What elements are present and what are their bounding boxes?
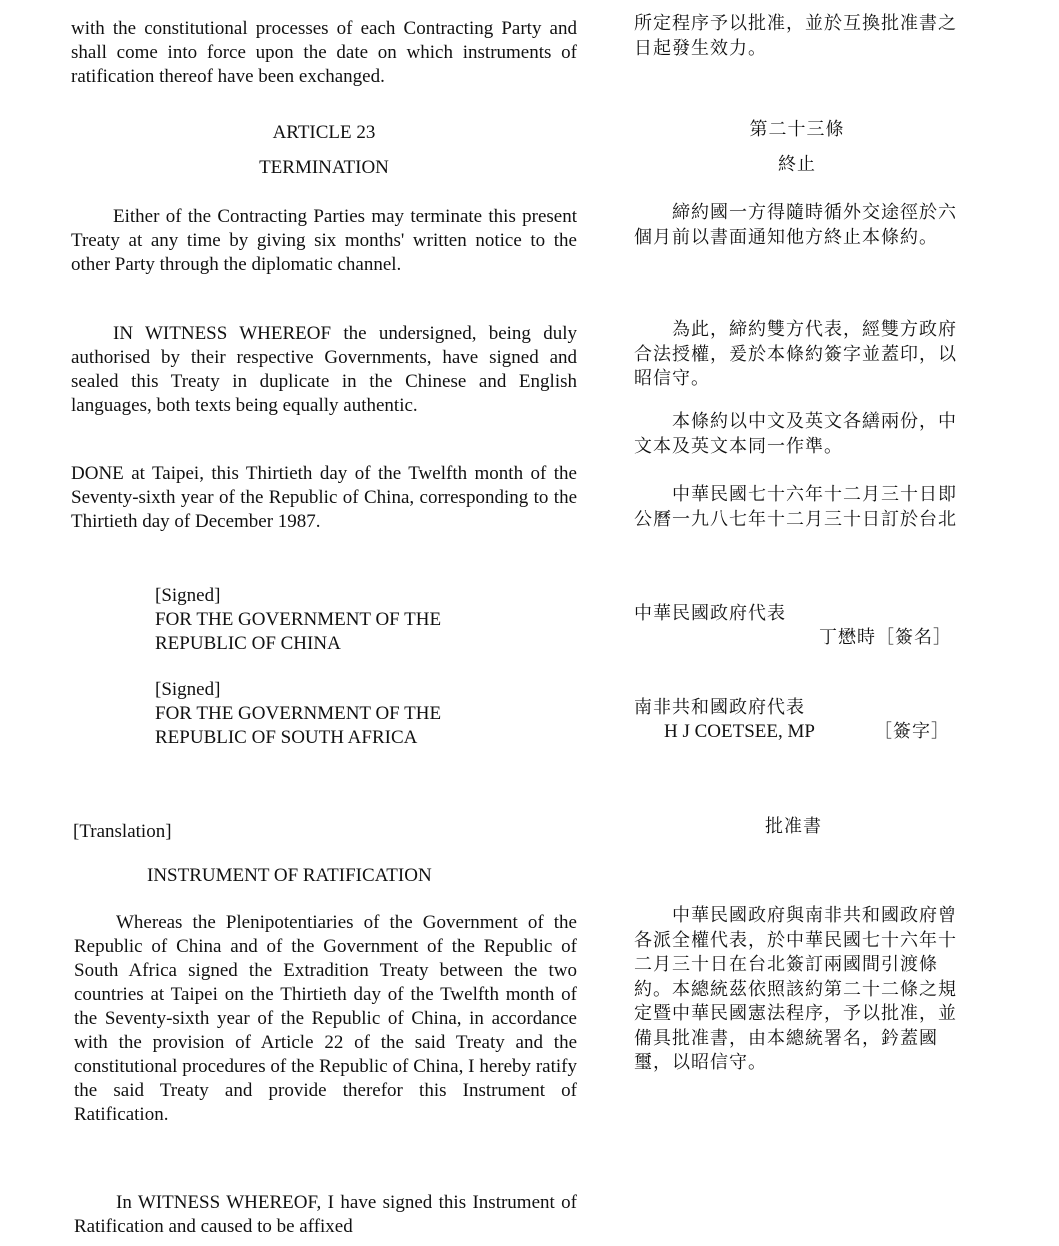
zh-paragraph-top: 所定程序予以批准，並於互換批准書之日起發生效力。 xyxy=(634,13,957,59)
en-paragraph-witness: IN WITNESS WHEREOF the undersigned, being duly authorised by their respective Governments, have signed and sealed this Treaty in duplicate in the Chinese and English languages, both texts being equally authentic. xyxy=(71,323,577,416)
en-signature-roc xyxy=(155,584,441,656)
en-sig2-line2: REPUBLIC OF SOUTH AFRICA xyxy=(155,727,418,748)
en-sig2-signed: [Signed] xyxy=(155,679,221,700)
zh-article-title: 終止 xyxy=(778,154,816,175)
en-paragraph-termination: Either of the Contracting Parties may terminate this present Treaty at any time by giving six months' written notice to the other Party through the diplomatic channel. xyxy=(71,206,577,275)
zh-paragraph-copies: 本條約以中文及英文各繕兩份，中文本及英文本同一作準。 xyxy=(634,411,957,457)
zh-article-number: 第二十三條 xyxy=(749,119,845,140)
en-sig1-line2: REPUBLIC OF CHINA xyxy=(155,633,341,654)
en-article-title: TERMINATION xyxy=(259,157,389,178)
zh-sig1-label: 中華民國政府代表 xyxy=(634,603,786,624)
zh-instrument-title: 批准書 xyxy=(765,816,822,837)
zh-paragraph-termination: 締約國一方得隨時循外交途徑於六個月前以書面通知他方終止本條約。 xyxy=(634,202,957,248)
zh-paragraph-done: 中華民國七十六年十二月三十日即公曆一九八七年十二月三十日訂於台北 xyxy=(634,484,957,530)
en-sig1-signed: [Signed] xyxy=(155,585,221,606)
zh-sig1-name: 丁懋時［簽名］ xyxy=(819,627,952,648)
en-instrument-title: INSTRUMENT OF RATIFICATION xyxy=(147,865,432,886)
en-article-number: ARTICLE 23 xyxy=(272,122,376,143)
en-signature-rsa xyxy=(155,678,441,750)
en-paragraph-done: DONE at Taipei, this Thirtieth day of the Twelfth month of the Seventy-sixth year of the Republic of China, corresponding to the Thirtieth day of December 1987. xyxy=(71,463,577,532)
zh-sig2-signed: ［簽字］ xyxy=(874,721,950,742)
en-sig1-line1: FOR THE GOVERNMENT OF THE xyxy=(155,609,442,630)
zh-sig2-label: 南非共和國政府代表 xyxy=(634,697,805,718)
en-paragraph-whereas: Whereas the Plenipotentiaries of the Government of the Republic of China and of the Government of the Republic of South Africa signed the Extradition Treaty between the two countries at Taipei on the Thirtieth day of the Twelfth month of the Seventy-sixth year of the Republic of China, in accordance with the provision of Article 22 of the said Treaty and the constitutional procedures of the Republic of China, I hereby ratify the said Treaty and provide therefor this Instrument of Ratification. xyxy=(74,912,577,1125)
en-paragraph-top: with the constitutional processes of each Contracting Party and shall come into force upon the date on which instruments of ratification thereof have been exchanged. xyxy=(71,18,577,87)
zh-paragraph-witness: 為此，締約雙方代表，經雙方政府合法授權，爰於本條約簽字並蓋印，以昭信守。 xyxy=(634,319,957,389)
en-translation-label: [Translation] xyxy=(73,821,172,842)
zh-paragraph-whereas: 中華民國政府與南非共和國政府曾各派全權代表，於中華民國七十六年十二月三十日在台北簽訂兩國間引渡條約。本總統茲依照該約第二十二條之規定暨中華民國憲法程序，予以批准，並備具批准書，由本總統署名，鈐蓋國璽，以昭信守。 xyxy=(634,905,957,1073)
en-sig2-line1: FOR THE GOVERNMENT OF THE xyxy=(155,703,442,724)
zh-sig2-name: H J COETSEE, MP xyxy=(664,721,815,742)
en-paragraph-witness2: In WITNESS WHEREOF, I have signed this Instrument of Ratification and caused to be affixed xyxy=(74,1192,577,1237)
